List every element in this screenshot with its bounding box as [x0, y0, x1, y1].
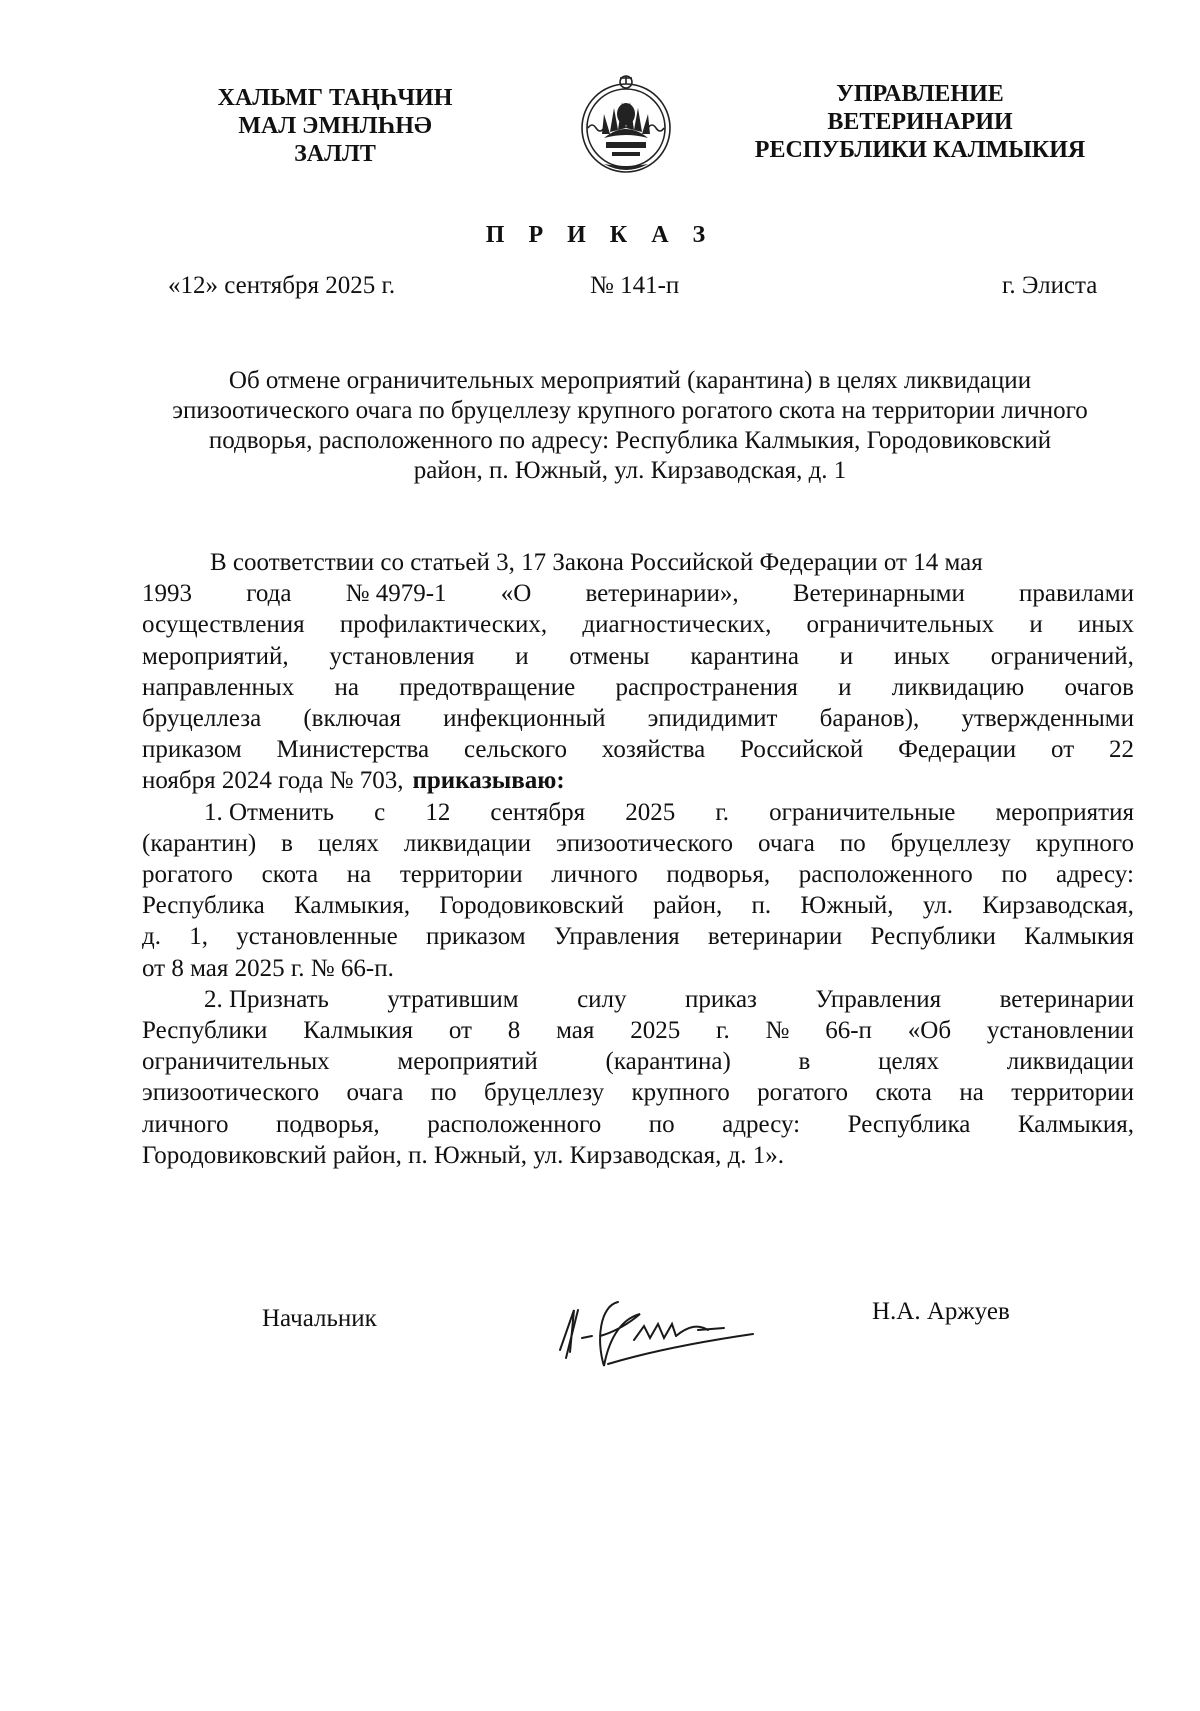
word: д.	[142, 923, 161, 951]
word: 2025	[625, 798, 676, 826]
subject-line: подворья, расположенного по адресу: Республика Калмыкия, Городовиковский	[208, 427, 1052, 454]
word: Южный,	[800, 892, 894, 920]
word: Ветеринарными	[792, 580, 965, 608]
word: 12	[425, 798, 451, 826]
word: Республики	[870, 923, 996, 951]
word: ликвидации	[1006, 1048, 1134, 1076]
word: № 4979-1	[345, 580, 447, 608]
item2-line	[142, 1046, 1134, 1077]
word: ликвидации	[403, 829, 531, 857]
signatory-name: Н.А. Аржуев	[872, 1298, 1010, 1325]
item2-line	[142, 1109, 1134, 1140]
item1-line	[142, 797, 1134, 828]
word: (карантина)	[605, 1048, 731, 1076]
preamble-line	[142, 703, 1134, 734]
word: бруцеллеза	[142, 705, 262, 733]
word: сельского	[463, 736, 567, 764]
item2-line	[142, 1015, 1134, 1046]
word: по	[430, 1079, 457, 1107]
word: 1. Отменить	[204, 798, 334, 826]
word: п.	[751, 892, 772, 920]
item1-line	[142, 859, 1134, 890]
word: расположенного	[798, 861, 973, 889]
word: Городовиковский	[439, 892, 624, 920]
word: ветеринарии»,	[585, 580, 739, 608]
word: от	[448, 1017, 472, 1045]
word: силу	[577, 985, 627, 1013]
word: бруцеллезу	[484, 1079, 605, 1107]
word: Министерства	[276, 736, 430, 764]
document-city: г. Элиста	[1002, 272, 1098, 299]
item1-line: от 8 мая 2025 г. № 66-п.	[142, 954, 394, 982]
preamble-line	[142, 734, 1134, 765]
word: по	[648, 1110, 675, 1138]
document-body	[142, 547, 1134, 1171]
word: личного	[551, 861, 638, 889]
word: ветеринарии	[707, 923, 843, 951]
word: территории	[1011, 1079, 1134, 1107]
word: с	[374, 798, 386, 826]
preamble-line	[142, 609, 1134, 640]
signatory-position: Начальник	[262, 1305, 377, 1332]
header-right-line: ВЕТЕРИНАРИИ	[827, 109, 1013, 135]
word: ветеринарии	[999, 985, 1134, 1013]
coat-of-arms-icon	[574, 68, 678, 180]
word: правилами	[1019, 580, 1134, 608]
word: 1993	[142, 580, 192, 608]
word: Федерации	[898, 736, 1017, 764]
document-number: № 141-п	[590, 272, 680, 299]
word: эпизоотического	[555, 829, 734, 857]
header-left-kalmyk	[190, 84, 480, 168]
word: (включая	[303, 705, 401, 733]
word: 66-п	[825, 1017, 872, 1045]
word: иных	[893, 642, 950, 670]
word: и	[515, 642, 529, 670]
word: от	[1051, 736, 1075, 764]
word: ограничительные	[769, 798, 956, 826]
word: направленных	[142, 673, 295, 701]
word: адресу:	[722, 1110, 801, 1138]
word: баранов),	[819, 705, 920, 733]
header-right-line: УПРАВЛЕНИЕ	[836, 81, 1004, 107]
subject-line: Об отмене ограничительных мероприятий (карантина) в целях ликвидации	[228, 367, 1032, 394]
word: 2. Признать	[204, 985, 329, 1013]
preamble-line	[142, 641, 1134, 672]
word: адресу:	[1055, 861, 1134, 889]
word: утвержденными	[961, 705, 1134, 733]
word: бруцеллезу	[890, 829, 1011, 857]
word: район,	[653, 892, 723, 920]
document-type-title: П Р И К А З	[485, 222, 715, 248]
word: целях	[317, 829, 379, 857]
word: в	[281, 829, 293, 857]
word: в	[798, 1048, 811, 1076]
word: рогатого	[757, 1079, 849, 1107]
word: ограничительных	[806, 611, 995, 639]
word: мая	[556, 1017, 595, 1045]
word: ул.	[922, 892, 953, 920]
item2-line	[142, 1077, 1134, 1108]
word: 1,	[189, 923, 208, 951]
word: на	[959, 1079, 984, 1107]
order-keyword: приказываю:	[412, 767, 565, 795]
word: приказ	[684, 985, 757, 1013]
word: мероприятий,	[142, 642, 289, 670]
word: сентября	[490, 798, 586, 826]
word: территории	[399, 861, 523, 889]
item2-line: Городовиковский район, п. Южный, ул. Кирзаводская, д. 1».	[142, 1141, 785, 1169]
subject-line: район, п. Южный, ул. Кирзаводская, д. 1	[413, 457, 847, 484]
word: ограничительных	[142, 1048, 330, 1076]
word: личного	[142, 1110, 229, 1138]
word: установления	[329, 642, 475, 670]
word: Калмыкия,	[294, 892, 411, 920]
preamble-line	[142, 672, 1134, 703]
word: (карантин)	[142, 829, 257, 857]
word: г.	[715, 798, 730, 826]
word: скота	[261, 861, 319, 889]
header-left-line: МАЛ ЭМНЛҺНӘ	[238, 113, 432, 139]
word: хозяйства	[601, 736, 706, 764]
word: Российской	[740, 736, 864, 764]
word: на	[334, 673, 359, 701]
item2-line	[142, 984, 1134, 1015]
word: утратившим	[387, 985, 519, 1013]
preamble-line: ноября 2024 года № 703, приказываю:	[142, 765, 1134, 796]
word: г.	[716, 1017, 730, 1045]
word: по	[839, 829, 866, 857]
word: осуществления	[142, 611, 305, 639]
word: установлении	[986, 1017, 1134, 1045]
word: 2025	[630, 1017, 681, 1045]
word: распространения	[615, 673, 798, 701]
header-left-line: ХАЛЬМГ ТАҢҺЧИН	[217, 85, 453, 111]
word: ограничений,	[990, 642, 1134, 670]
word: мероприятия	[995, 798, 1134, 826]
word: крупного	[631, 1079, 730, 1107]
word: года	[246, 580, 292, 608]
word: эпидидимит	[647, 705, 778, 733]
word: №	[765, 1017, 790, 1045]
word: расположенного	[427, 1110, 602, 1138]
document-subject	[130, 366, 1130, 486]
item1-line	[142, 890, 1134, 921]
word: и	[839, 642, 854, 670]
word: Калмыкия	[1024, 923, 1134, 951]
item1-line	[142, 828, 1134, 859]
word: по	[1001, 861, 1028, 889]
word: очагов	[1064, 673, 1134, 701]
word: целях	[878, 1048, 940, 1076]
word: Республики	[142, 1017, 268, 1045]
header-right-line: РЕСПУБЛИКИ КАЛМЫКИЯ	[754, 137, 1086, 163]
word: скота	[875, 1079, 932, 1107]
word: Кирзаводская,	[982, 892, 1134, 920]
word: Управления	[815, 985, 942, 1013]
preamble-line	[142, 578, 1134, 609]
word: «Об	[907, 1017, 952, 1045]
word: на	[346, 861, 372, 889]
handwritten-signature-icon	[548, 1280, 778, 1375]
preamble-line: В соответствии со статьей 3, 17 Закона Российской Федерации от 14 мая	[210, 549, 983, 576]
word: 22	[1108, 736, 1134, 764]
word: Калмыкия	[303, 1017, 414, 1045]
word: Управления	[553, 923, 680, 951]
document-date: «12» сентября 2025 г.	[168, 272, 396, 299]
word: Республика	[142, 892, 265, 920]
word: очага	[346, 1079, 404, 1107]
word: и	[838, 673, 852, 701]
word: 8	[507, 1017, 521, 1045]
header-right-russian	[740, 80, 1100, 164]
word: мероприятий	[397, 1048, 538, 1076]
word: ликвидацию	[891, 673, 1025, 701]
subject-line: эпизоотического очага по бруцеллезу крупного рогатого скота на территории личного	[172, 397, 1088, 424]
item1-line	[142, 921, 1134, 952]
word: Калмыкия,	[1017, 1110, 1134, 1138]
word: рогатого	[142, 861, 233, 889]
word: предотвращение	[399, 673, 576, 701]
word: эпизоотического	[142, 1079, 320, 1107]
word: отмены	[569, 642, 650, 670]
word: установленные	[236, 923, 398, 951]
word: и	[1029, 611, 1043, 639]
header-left-line: ЗАЛЛТ	[294, 141, 376, 167]
word: приказом	[142, 736, 242, 764]
word: Республика	[847, 1110, 971, 1138]
word: иных	[1077, 611, 1134, 639]
word: подворья,	[275, 1110, 380, 1138]
word: инфекционный	[443, 705, 606, 733]
word: подворья,	[666, 861, 771, 889]
word: очага	[758, 829, 815, 857]
word: диагностических,	[582, 611, 772, 639]
word: «О	[500, 580, 532, 608]
word: приказом	[425, 923, 526, 951]
word: профилактических,	[339, 611, 548, 639]
word: карантина	[690, 642, 799, 670]
word: крупного	[1035, 829, 1134, 857]
